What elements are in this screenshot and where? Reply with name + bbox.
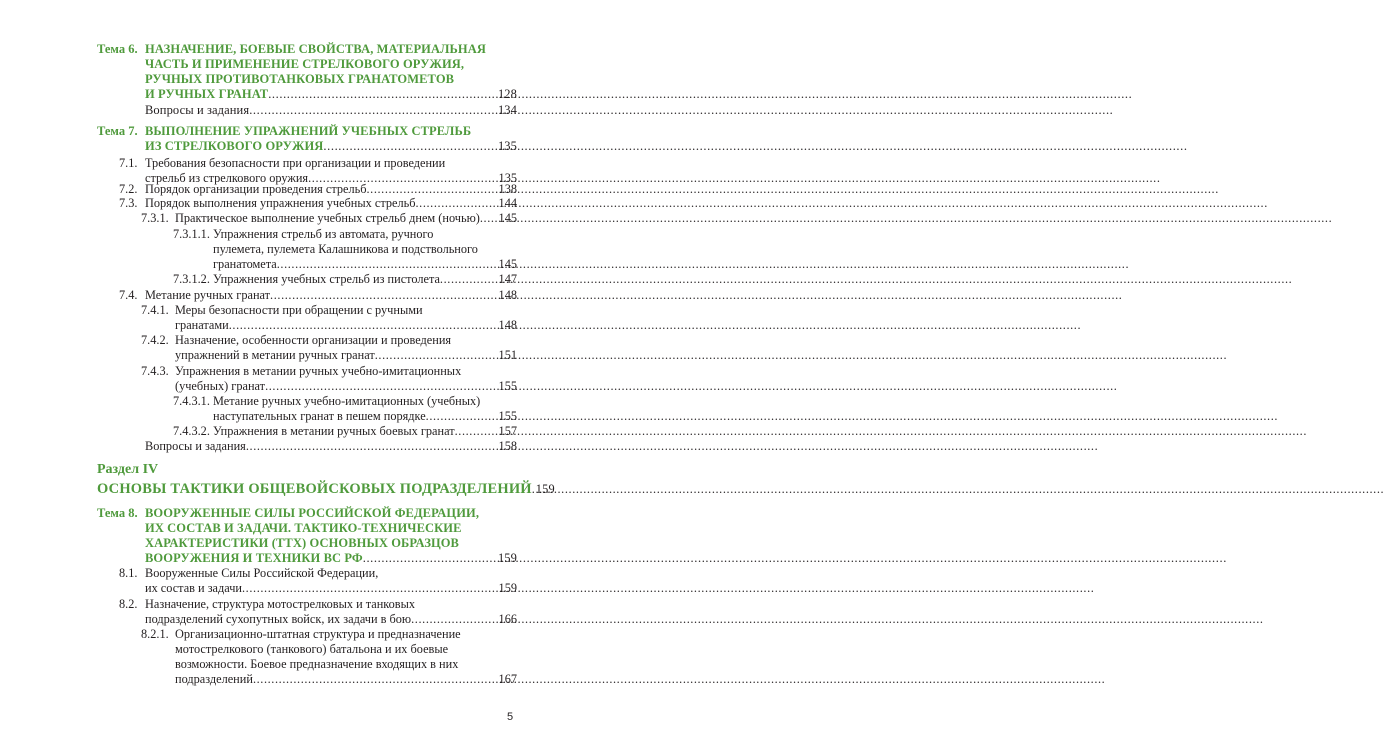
toc-leader-line [213,424,517,439]
item-text-line: подразделений сухопутных войск, их задачи в бою [145,612,412,626]
toc-leader-line [175,211,517,226]
dot-leader [426,409,499,424]
page-ref: 144 [498,196,517,210]
toc-leader-line[interactable] [145,139,517,154]
page-ref: 157 [498,424,517,438]
topic-title-line: ИЗ СТРЕЛКОВОГО ОРУЖИЯ [145,139,324,153]
item-text-line: (учебных) гранат [175,379,266,393]
topic-title-line: ЧАСТЬ И ПРИМЕНЕНИЕ СТРЕЛКОВОГО ОРУЖИЯ, [145,57,465,71]
item-text-line: Упражнения учебных стрельб из пистолета [213,272,440,286]
item-number: 7.4.1. [141,303,169,317]
item-text-line: Упражнения в метании ручных боевых гранат [213,424,455,438]
item-number: 7.3.1.2. [173,272,210,286]
toc-leader-line [145,196,517,211]
topic-title-line: ВООРУЖЕНИЯ И ТЕХНИКИ ВС РФ [145,551,363,565]
item-text-line: Назначение, структура мотострелковых и танковых [145,597,416,611]
dot-leader [246,439,499,454]
topic-title-line: НАЗНАЧЕНИЕ, БОЕВЫЕ СВОЙСТВА, МАТЕРИАЛЬНАЯ [145,42,486,56]
item-text-line: стрельб из стрелкового оружия [145,171,309,185]
dot-leader [229,318,499,333]
toc-leader-line[interactable] [145,103,517,118]
dot-leader [265,379,498,394]
page-ref: 148 [498,318,517,332]
topic-label: Тема 7. [97,124,138,138]
item-text-line: Организационно-штатная структура и предназначение [175,627,461,641]
page-ref: 155 [498,409,517,423]
dot-leader [440,272,499,287]
page-ref: 159 [498,581,517,595]
item-text-line: наступательных гранат в пешем порядке [213,409,426,423]
page-ref: 159 [497,551,517,565]
toc-leader-line [213,257,517,272]
questions-label: Вопросы и задания [145,439,246,453]
item-text-line: Метание ручных учебно-имитационных (учебных) [213,394,481,408]
item-number: 7.4.3. [141,364,169,378]
item-number: 7.3.1.1. [173,227,210,241]
item-text-line: Метание ручных гранат [145,288,271,302]
toc-leader-line [145,439,517,454]
page-ref: 159 [535,482,555,496]
toc-leader-line [175,379,517,394]
toc-leader-line [145,612,517,627]
page-ref: 158 [498,439,517,453]
toc-leader-line [175,318,517,333]
page-ref: 128 [497,87,517,101]
topic-title-line: ХАРАКТЕРИСТИКИ (ТТХ) ОСНОВНЫХ ОБРАЗЦОВ [145,536,459,550]
item-text-line: подразделений [175,672,253,686]
item-number: 7.4. [119,288,138,302]
item-text-line: Упражнения стрельб из автомата, ручного [213,227,434,241]
dot-leader [270,288,499,303]
page-number: 5 [507,711,514,723]
item-text-line: Назначение, особенности организации и проведения [175,333,452,347]
toc-leader-line [145,581,517,596]
page-ref: 155 [498,379,517,393]
section-label: Раздел IV [97,462,159,477]
page-ref: 135 [498,171,517,185]
toc-leader-line [175,672,517,687]
item-number: 7.4.3.2. [173,424,210,438]
topic-title-line: ВООРУЖЕННЫЕ СИЛЫ РОССИЙСКОЙ ФЕДЕРАЦИИ, [145,506,480,520]
page-ref: 134 [497,103,517,117]
dot-leader [480,211,499,226]
toc-leader-line[interactable] [145,551,517,566]
item-text-line: Вооруженные Силы Российской Федерации, [145,566,379,580]
item-text-line: их состав и задачи [145,581,242,595]
item-number: 7.4.3.1. [173,394,210,408]
topic-title-line: РУЧНЫХ ПРОТИВОТАНКОВЫХ ГРАНАТОМЕТОВ [145,72,455,86]
page-ref: 145 [498,257,517,271]
topic-title-line: ИХ СОСТАВ И ЗАДАЧИ. ТАКТИКО-ТЕХНИЧЕСКИЕ [145,521,462,535]
section-title: ОСНОВЫ ТАКТИКИ ОБЩЕВОЙСКОВЫХ ПОДРАЗДЕЛЕНИЙ [97,481,532,497]
item-text-line: мотострелкового (танкового) батальона и их боевые [175,642,449,656]
dot-leader [411,612,498,627]
page-ref: 138 [498,182,517,196]
item-number: 7.4.2. [141,333,169,347]
item-text-line: гранатами [175,318,229,332]
topic-title-line: ВЫПОЛНЕНИЕ УПРАЖНЕНИЙ УЧЕБНЫХ СТРЕЛЬБ [145,124,472,138]
dot-leader [366,182,498,197]
item-number: 7.3.1. [141,211,169,225]
page-ref: 135 [497,139,517,153]
toc-leader-line [213,409,517,424]
item-text-line: Порядок выполнения упражнения учебных стрельб [145,196,416,210]
page-ref: 147 [498,272,517,286]
item-text-line: возможности. Боевое предназначение входящих в них [175,657,459,671]
questions-label: Вопросы и задания [145,103,250,117]
item-text-line: Требования безопасности при организации и проведении [145,156,446,170]
toc-leader-line [213,272,517,287]
item-text-line: упражнений в метании ручных гранат [175,348,375,362]
toc-leader-line [145,182,517,197]
item-text-line: гранатомета [213,257,277,271]
toc-leader-line [175,348,517,363]
dot-leader [268,87,498,102]
toc-leader-line [145,288,517,303]
topic-label: Тема 8. [97,506,138,520]
dot-leader [253,672,499,687]
item-text-line: Порядок организации проведения стрельб [145,182,367,196]
dot-leader [323,139,498,154]
page-ref: 167 [498,672,517,686]
dot-leader [242,581,499,596]
page-ref: 166 [498,612,517,626]
item-text-line: Меры безопасности при обращении с ручными [175,303,423,317]
topic-label: Тема 6. [97,42,138,56]
item-number: 8.2.1. [141,627,169,641]
dot-leader [277,257,499,272]
item-text-line: Упражнения в метании ручных учебно-имитационных [175,364,462,378]
item-number: 8.1. [119,566,138,580]
dot-leader [375,348,499,363]
item-number: 7.3. [119,196,138,210]
toc-leader-line[interactable] [145,87,517,102]
item-text-line: пулемета, пулемета Калашникова и подствольного [213,242,478,256]
toc-page [0,0,600,750]
topic-title-line: И РУЧНЫХ ГРАНАТ [145,87,269,101]
item-number: 7.2. [119,182,138,196]
page-ref: 151 [498,348,517,362]
page-ref: 148 [498,288,517,302]
section-title-line[interactable] [97,480,555,498]
dot-leader [249,103,498,118]
item-number: 7.1. [119,156,138,170]
page-ref: 145 [498,211,517,225]
dot-leader [363,551,498,566]
item-text-line: Практическое выполнение учебных стрельб днем (ночью) [175,211,480,225]
dot-leader [415,196,498,211]
dot-leader [455,424,499,439]
item-number: 8.2. [119,597,138,611]
